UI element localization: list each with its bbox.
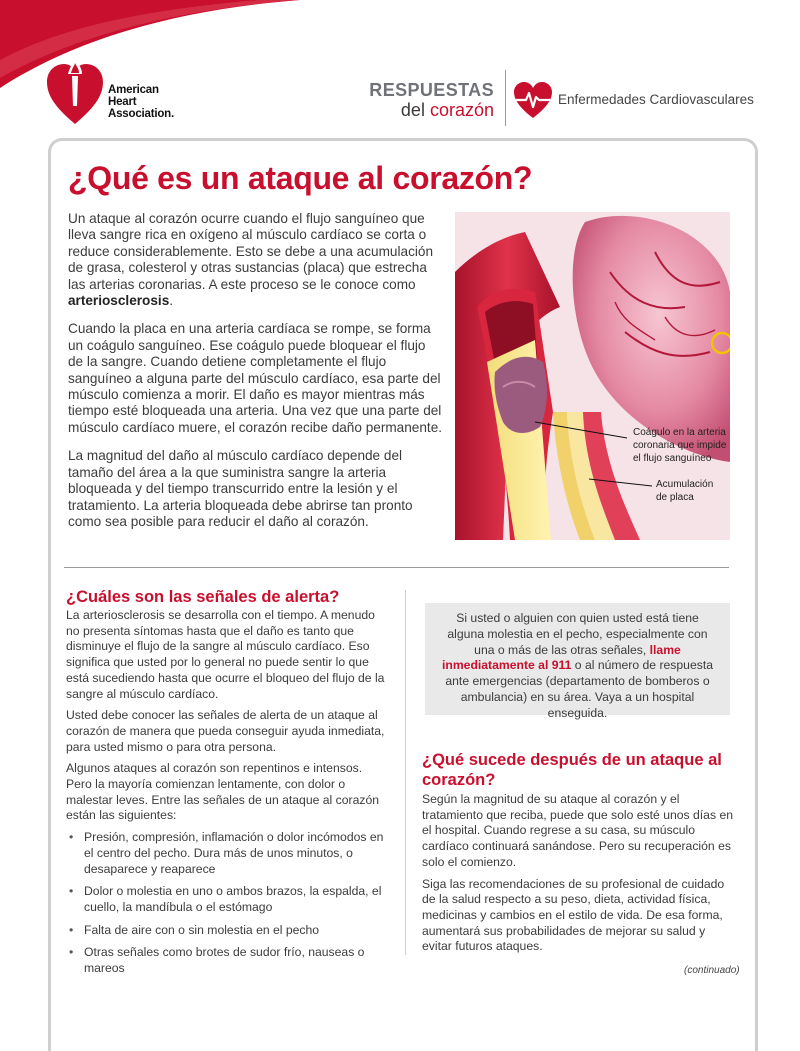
- warning-sign-item: • Presión, compresión, inflamación o dolor incómodos en el centro del pecho. Dura más de unos minutos, o desaparece y reaparece: [66, 830, 391, 877]
- series-title: [368, 80, 494, 120]
- aha-logo: [46, 56, 196, 126]
- org-name-line: Heart: [108, 96, 137, 108]
- label-plaque-line: Acumulación: [656, 479, 714, 490]
- continued-note: (continuado): [684, 965, 740, 976]
- warning-sign-item: • Falta de aire con o sin molestia en el pecho: [66, 923, 391, 939]
- series-title-bottom: [368, 100, 494, 120]
- label-clot-line: el flujo sanguíneo: [633, 453, 712, 464]
- intro-p1-term: arteriosclerosis: [68, 293, 170, 309]
- intro-paragraph: [68, 211, 444, 309]
- warning-sign-item: • Dolor o molestia en uno o ambos brazos, la espalda, el cuello, la mandíbula o el estómago: [66, 884, 391, 915]
- series-prefix: del: [400, 100, 430, 120]
- intro-p1-end: .: [169, 293, 174, 309]
- after-paragraph: Siga las recomendaciones de su profesional de cuidado de la salud respecto a su peso, dieta, actividad física, medicinas y cambios en el estilo de vida. De esa forma, aumentará sus probabilidades de mejorar su salud y evitar futuros ataques.: [422, 876, 725, 954]
- intro-text: [68, 211, 444, 542]
- org-name-line: Association.: [108, 108, 174, 120]
- after-section: [422, 792, 734, 961]
- after-heading: ¿Qué sucede después de un ataque al corazón?: [422, 751, 722, 789]
- warning-heading: ¿Cuáles son las señales de alerta?: [66, 588, 340, 606]
- label-plaque: [656, 478, 713, 504]
- warning-sign-list: [66, 830, 391, 977]
- column-divider: [405, 590, 406, 955]
- warning-sign-item: • Otras señales como brotes de sudor frío, nauseas o mareos: [66, 945, 391, 976]
- org-name-line: American: [108, 84, 159, 96]
- intro-paragraph: La magnitud del daño al músculo cardíaco depende del tamaño del área a la que suministra sangre la arteria bloqueada y del tiempo transcurrido entre la lesión y el tratamiento. La arteria bloqueada debe abrirse tan pronto como sea posible para reducir el daño al corazón.: [68, 448, 413, 529]
- warning-paragraph: Algunos ataques al corazón son repentinos e intensos. Pero la mayoría comienzan lentamente, con dolor o malestar leves. Entre las señales de un ataque al corazón están las siguientes:: [66, 761, 379, 823]
- label-clot-line: Coágulo en la arteria: [633, 427, 726, 438]
- intro-p1-text: Un ataque al corazón ocurre cuando el flujo sanguíneo que lleva sangre rica en oxígeno al músculo cardíaco se corta o reduce considerablemente. Esto se debe a una acumulación de grasa, colesterol y otras sustancias (placa) que estrecha las arterias coronarias. A este proceso se le conoce como: [68, 211, 434, 292]
- call-911-emphasis: llame inmediatamente al 911: [442, 642, 681, 673]
- header-divider: [505, 70, 506, 126]
- callout-before: Si usted o alguien con quien usted está tiene alguna molestia en el pecho, especialmente con una o más de las otras señales,: [447, 611, 708, 657]
- intro-paragraph: Cuando la placa en una arteria cardíaca se rompe, se forma un coágulo sanguíneo. Ese coágulo puede bloquear el flujo de la sangre. Cuando detiene completamente el flujo sanguíneo a alguna parte del músculo cardíaco, esa parte del músculo comienza a morir. El daño es mayor mientras más tiempo esté bloqueada una arteria. Una vez que una parte del músculo cardíaco muere, el corazón recibe daño permanente.: [68, 321, 443, 435]
- topic-label: Enfermedades Cardiovasculares: [558, 92, 754, 107]
- warning-section: [66, 608, 391, 984]
- series-accent: corazón: [429, 100, 494, 120]
- label-plaque-line: de placa: [656, 492, 694, 503]
- callout-text: [425, 603, 730, 730]
- warning-paragraph: Usted debe conocer las señales de alerta de un ataque al corazón de manera que pueda conseguir ayuda inmediata, para usted mismo o para otra persona.: [66, 708, 385, 754]
- section-divider: [64, 567, 729, 568]
- warning-paragraph: La arteriosclerosis se desarrolla con el tiempo. A menudo no presenta síntomas hasta que el daño es tanto que disminuye el flujo de la sangre al músculo cardíaco. Eso significa que usted por lo general no puede sentir lo que está sucediendo hasta que ocurre el bloqueo del flujo de la sangre al músculo cardíaco.: [66, 608, 385, 701]
- page-title: ¿Qué es un ataque al corazón?: [68, 160, 533, 196]
- heart-torch-icon: [46, 56, 104, 126]
- org-name: [108, 84, 174, 120]
- heartbeat-heart-icon: [512, 80, 554, 120]
- emergency-callout: [425, 603, 730, 720]
- callout-after: o al número de respuesta ante emergencias (departamento de bomberos o ambulancia) en su área. Vaya a un hospital enseguida.: [445, 658, 713, 720]
- series-title-top: RESPUESTAS: [369, 80, 494, 100]
- label-clot-line: coronaria que impide: [633, 440, 727, 451]
- after-paragraph: Según la magnitud de su ataque al corazón y el tratamiento que reciba, puede que solo esté unos días en el hospital. Cuando regrese a su casa, su músculo cardíaco continuará sanándose. Pero su recuperación es solo el comienzo.: [422, 792, 733, 869]
- label-clot: [633, 426, 726, 465]
